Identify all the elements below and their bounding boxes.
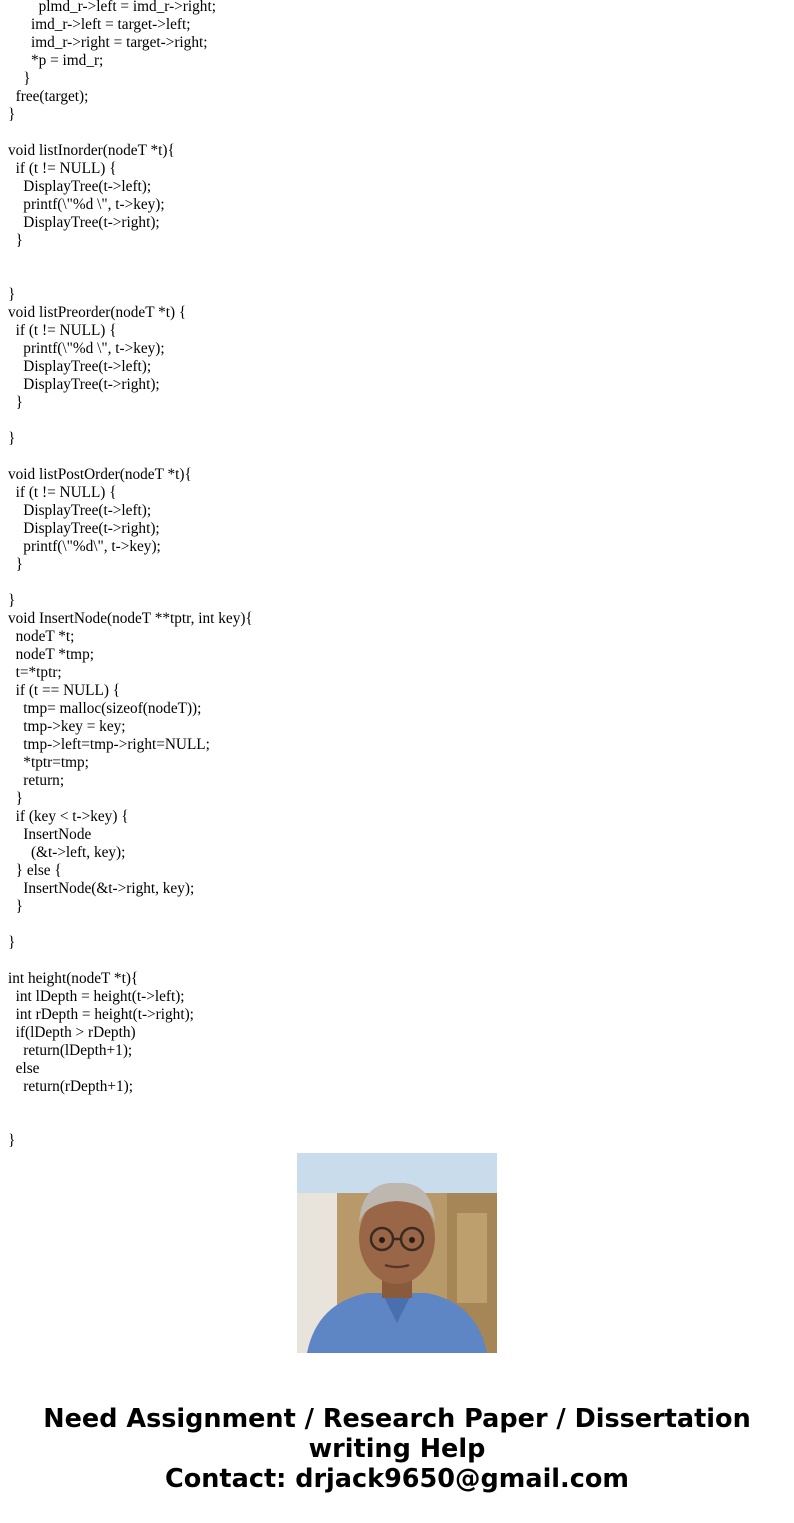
code-line: if(lDepth > rDepth): [8, 1024, 136, 1041]
author-photo: [297, 1153, 497, 1353]
code-line: nodeT *tmp;: [8, 646, 94, 663]
code-line: t=*tptr;: [8, 664, 62, 681]
promo-line-3: Contact: drjack9650@gmail.com: [165, 1464, 629, 1494]
code-line: *p = imd_r;: [8, 52, 104, 69]
code-line: else: [8, 1060, 40, 1077]
code-line: }: [8, 556, 23, 573]
code-line: if (key < t->key) {: [8, 808, 129, 825]
code-line: [8, 952, 788, 970]
code-line: [8, 1096, 788, 1114]
code-line: if (t == NULL) {: [8, 682, 121, 699]
code-line: tmp= malloc(sizeof(nodeT));: [8, 700, 202, 717]
code-line: }: [8, 70, 31, 87]
code-line: [8, 448, 788, 466]
code-line: printf(\"%d\", t->key);: [8, 538, 161, 555]
code-line: DisplayTree(t->left);: [8, 358, 152, 375]
code-line: InsertNode(&t->right, key);: [8, 880, 195, 897]
code-line: int height(nodeT *t){: [8, 970, 139, 987]
code-line: }: [8, 430, 16, 447]
code-line: void listPostOrder(nodeT *t){: [8, 466, 192, 483]
code-line: }: [8, 790, 23, 807]
code-line: if (t != NULL) {: [8, 160, 117, 177]
code-line: }: [8, 106, 16, 123]
code-line: DisplayTree(t->right);: [8, 376, 160, 393]
code-line: } else {: [8, 862, 62, 879]
code-line: InsertNode: [8, 826, 92, 843]
code-line: }: [8, 286, 16, 303]
code-line: [8, 268, 788, 286]
code-line: }: [8, 232, 23, 249]
code-line: }: [8, 1132, 16, 1149]
code-line: }: [8, 592, 16, 609]
code-line: [8, 124, 788, 142]
code-line: plmd_r->left = imd_r->right;: [8, 0, 216, 15]
code-line: int lDepth = height(t->left);: [8, 988, 185, 1005]
promo-line-2: writing Help: [308, 1434, 486, 1464]
code-line: return;: [8, 772, 65, 789]
code-line: }: [8, 898, 23, 915]
code-line: void InsertNode(nodeT **tptr, int key){: [8, 610, 253, 627]
code-line: void listInorder(nodeT *t){: [8, 142, 175, 159]
code-line: printf(\"%d \", t->key);: [8, 340, 165, 357]
code-line: (&t->left, key);: [8, 844, 126, 861]
code-line: [8, 1114, 788, 1132]
code-line: if (t != NULL) {: [8, 322, 117, 339]
code-line: free(target);: [8, 88, 89, 105]
code-line: }: [8, 394, 23, 411]
code-listing: [8, 0, 788, 1149]
code-line: [8, 574, 788, 592]
code-line: [8, 412, 788, 430]
code-line: [8, 250, 788, 268]
code-line: *tptr=tmp;: [8, 754, 89, 771]
code-line: printf(\"%d \", t->key);: [8, 196, 165, 213]
code-line: DisplayTree(t->left);: [8, 502, 152, 519]
code-line: void listPreorder(nodeT *t) {: [8, 304, 187, 321]
code-line: tmp->key = key;: [8, 718, 126, 735]
code-line: DisplayTree(t->right);: [8, 214, 160, 231]
promo-banner: [0, 1404, 794, 1494]
code-line: tmp->left=tmp->right=NULL;: [8, 736, 210, 753]
code-line: if (t != NULL) {: [8, 484, 117, 501]
code-line: return(rDepth+1);: [8, 1078, 134, 1095]
code-line: imd_r->right = target->right;: [8, 34, 208, 51]
code-line: imd_r->left = target->left;: [8, 16, 191, 33]
code-line: nodeT *t;: [8, 628, 75, 645]
author-avatar: [297, 1153, 497, 1353]
code-line: DisplayTree(t->right);: [8, 520, 160, 537]
code-line: }: [8, 934, 16, 951]
code-line: [8, 916, 788, 934]
code-line: return(lDepth+1);: [8, 1042, 133, 1059]
code-line: int rDepth = height(t->right);: [8, 1006, 194, 1023]
promo-line-1: Need Assignment / Research Paper / Dissertation: [43, 1404, 751, 1434]
code-line: DisplayTree(t->left);: [8, 178, 152, 195]
